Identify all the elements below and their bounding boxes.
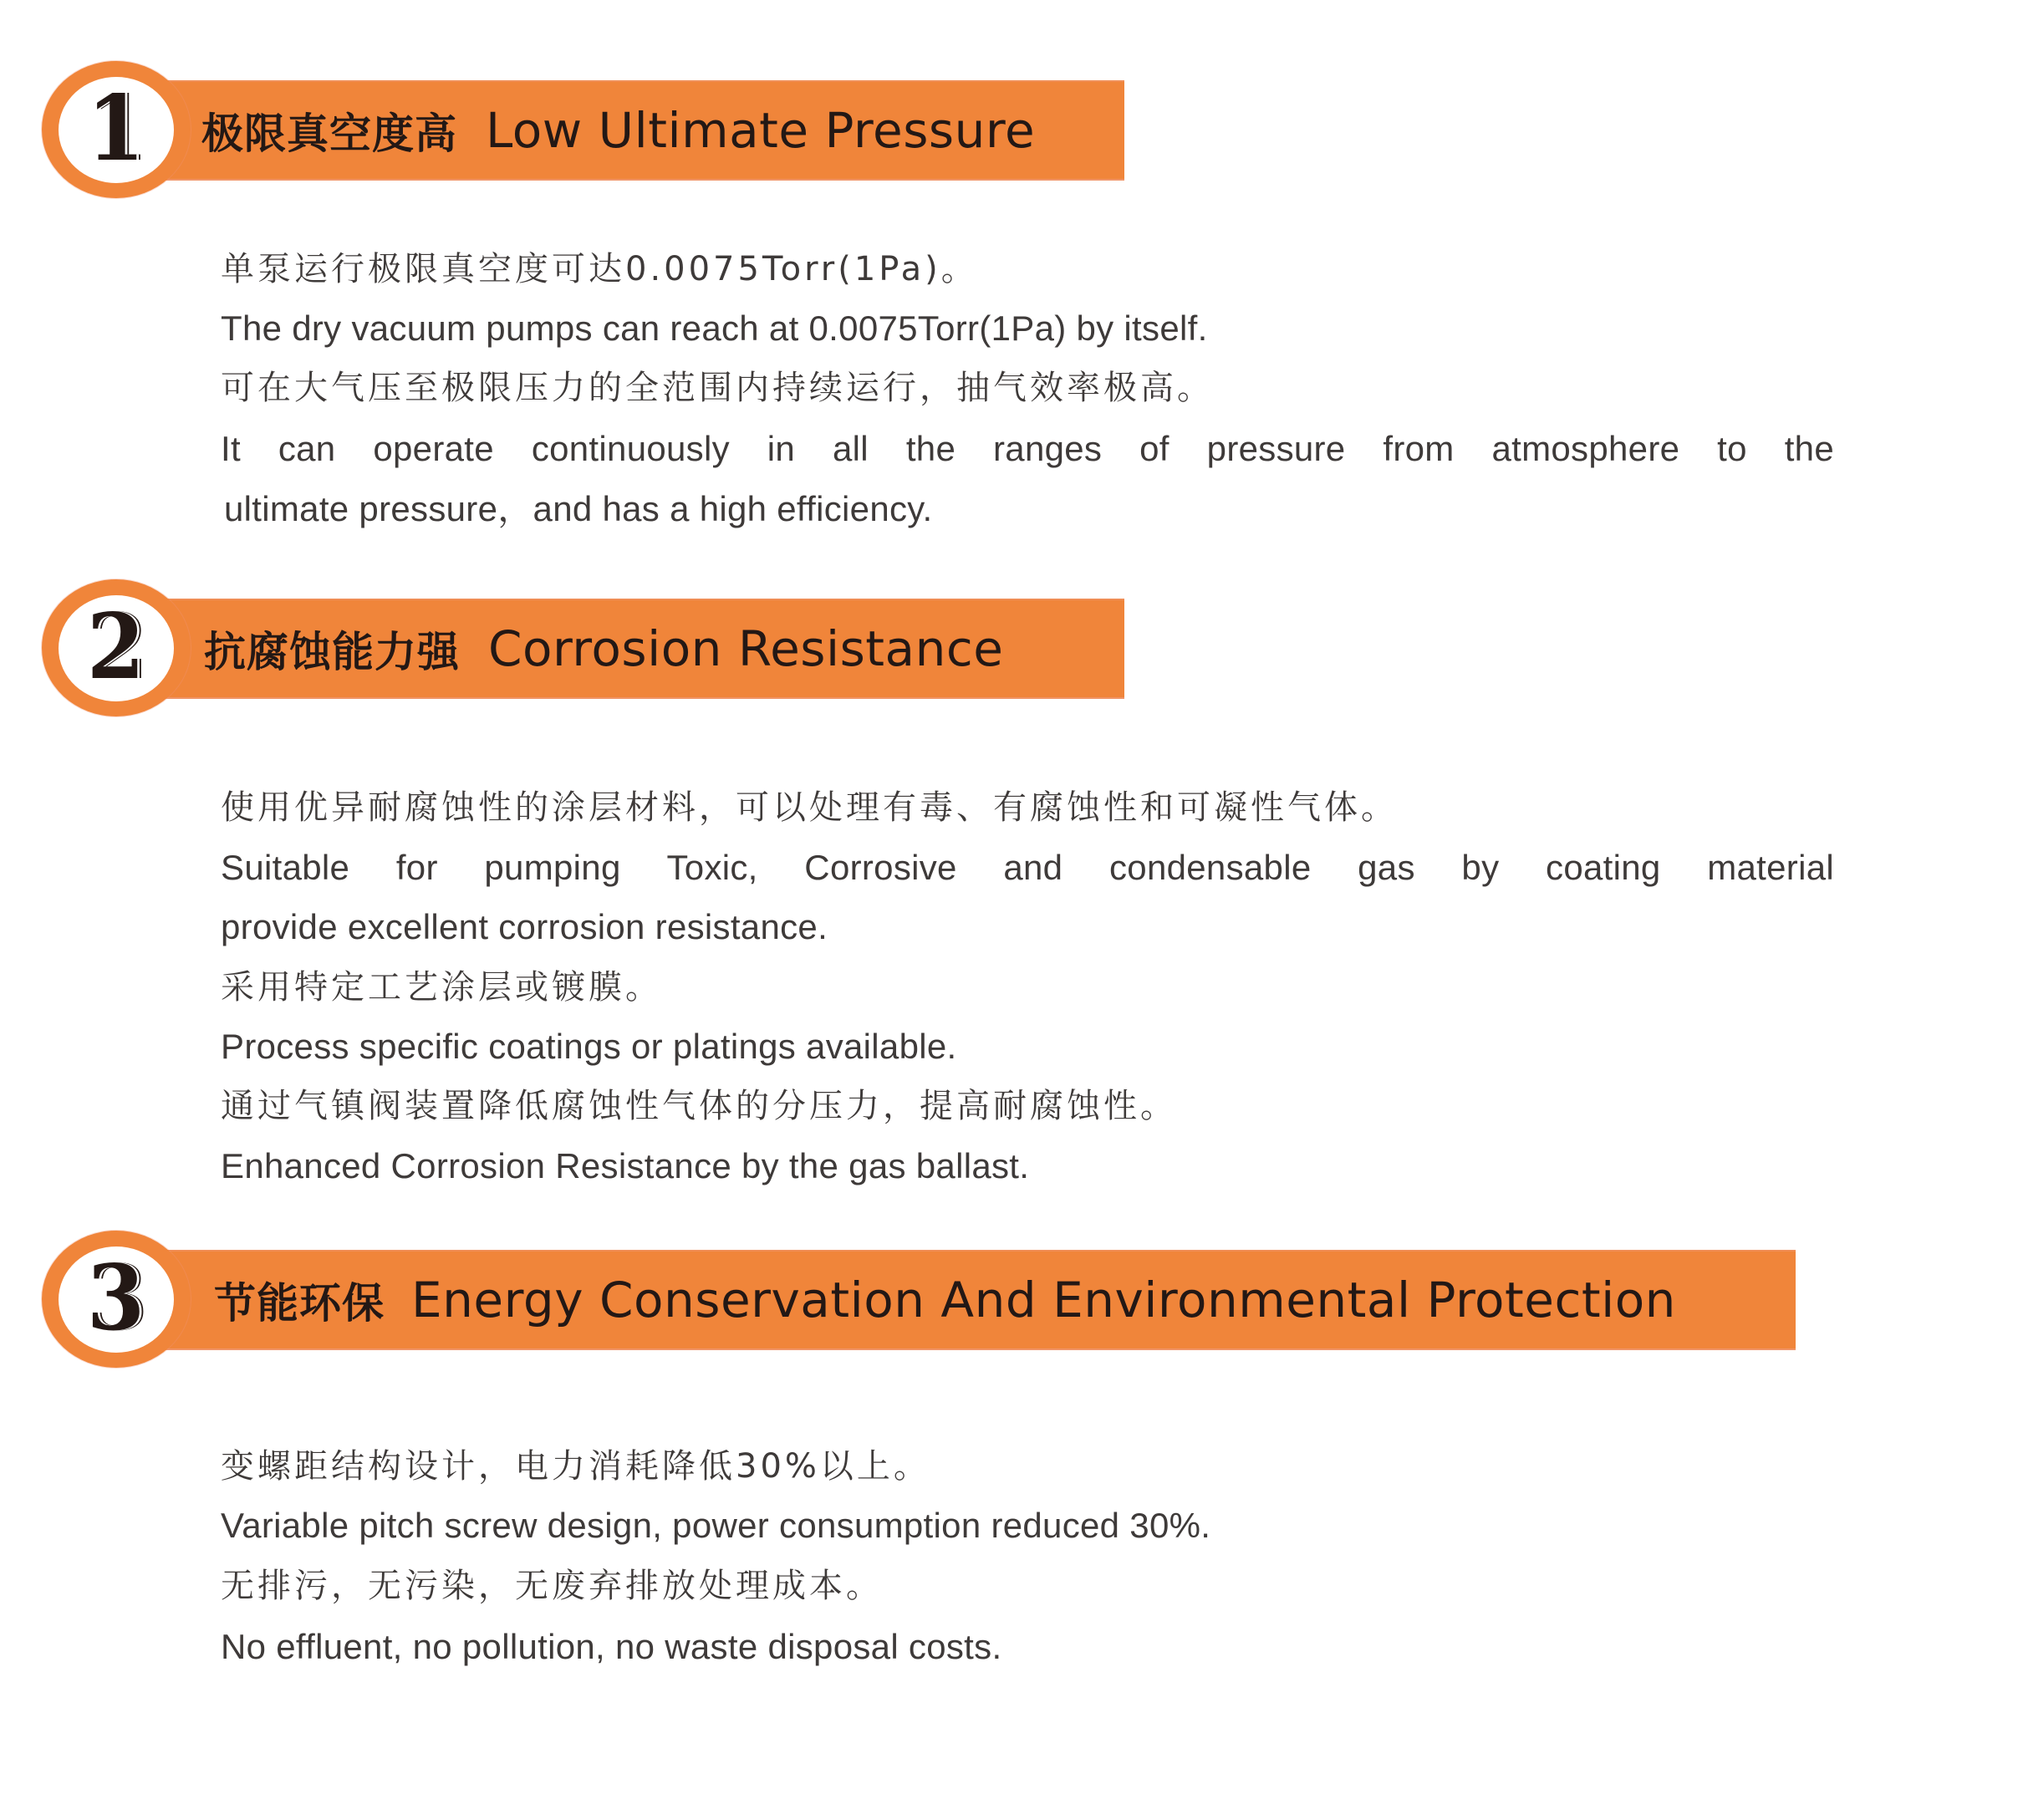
section-3-title-en: Energy Conservation And Environmental Protection [411,1272,1676,1328]
section-3-title [214,1250,1676,1350]
section-1-line-5: ultimate pressure，and has a high efficiency. [224,489,933,528]
section-1-title-cn: 极限真空度高 [201,110,457,158]
section-2-line-4: 采用特定工艺涂层或镀膜。 [221,968,662,1007]
section-1-number: 1 [87,75,145,181]
section-2-title [204,599,1003,699]
section-3-title-cn: 节能环保 [214,1279,385,1328]
section-2-title-cn: 抗腐蚀能力强 [204,628,460,676]
section-1-title-en: Low Ultimate Pressure [486,102,1036,159]
section-2-title-en: Corrosion Resistance [488,620,1004,677]
section-2-number: 2 [87,594,145,700]
section-1-line-1: 单泵运行极限真空度可达0.0075Torr(1Pa)。 [221,250,978,288]
section-1-badge-inner [59,77,174,183]
section-3-line-4: No effluent, no pollution, no waste disposal costs. [221,1627,1002,1666]
section-3-line-3: 无排污，无污染，无废弃排放处理成本。 [221,1567,883,1605]
section-2-line-2: Suitable for pumping Toxic, Corrosive and condensable gas by coating material [221,848,1834,887]
section-1-title [201,80,1035,181]
section-3-header [0,1231,2018,1373]
section-1-line-2: The dry vacuum pumps can reach at 0.0075Torr(1Pa) by itself. [221,308,1208,348]
section-2-line-5: Process specific coatings or platings available. [221,1027,957,1066]
section-2-line-6: 通过气镇阀装置降低腐蚀性气体的分压力，提高耐腐蚀性。 [221,1087,1177,1125]
section-2-badge-inner [59,595,174,701]
section-3-badge-inner [59,1246,174,1353]
section-2-header [0,579,2018,721]
section-3-line-2: Variable pitch screw design, power consumption reduced 30%. [221,1506,1211,1545]
section-3-number: 3 [87,1245,145,1351]
section-2-line-3: provide excellent corrosion resistance. [221,907,828,946]
section-1-number-badge [42,61,191,198]
section-1-line-3: 可在大气压至极限压力的全范围内持续运行，抽气效率极高。 [221,369,1214,407]
section-2-number-badge [42,579,191,716]
section-2-line-7: Enhanced Corrosion Resistance by the gas ballast. [221,1146,1030,1185]
section-1-line-4: It can operate continuously in all the ranges of pressure from atmosphere to the [221,429,1834,468]
section-3-number-badge [42,1231,191,1368]
section-3-line-1: 变螺距结构设计，电力消耗降低30%以上。 [221,1447,930,1486]
section-2-line-1: 使用优异耐腐蚀性的涂层材料，可以处理有毒、有腐蚀性和可凝性气体。 [221,788,1398,827]
section-1-header [0,61,2018,203]
